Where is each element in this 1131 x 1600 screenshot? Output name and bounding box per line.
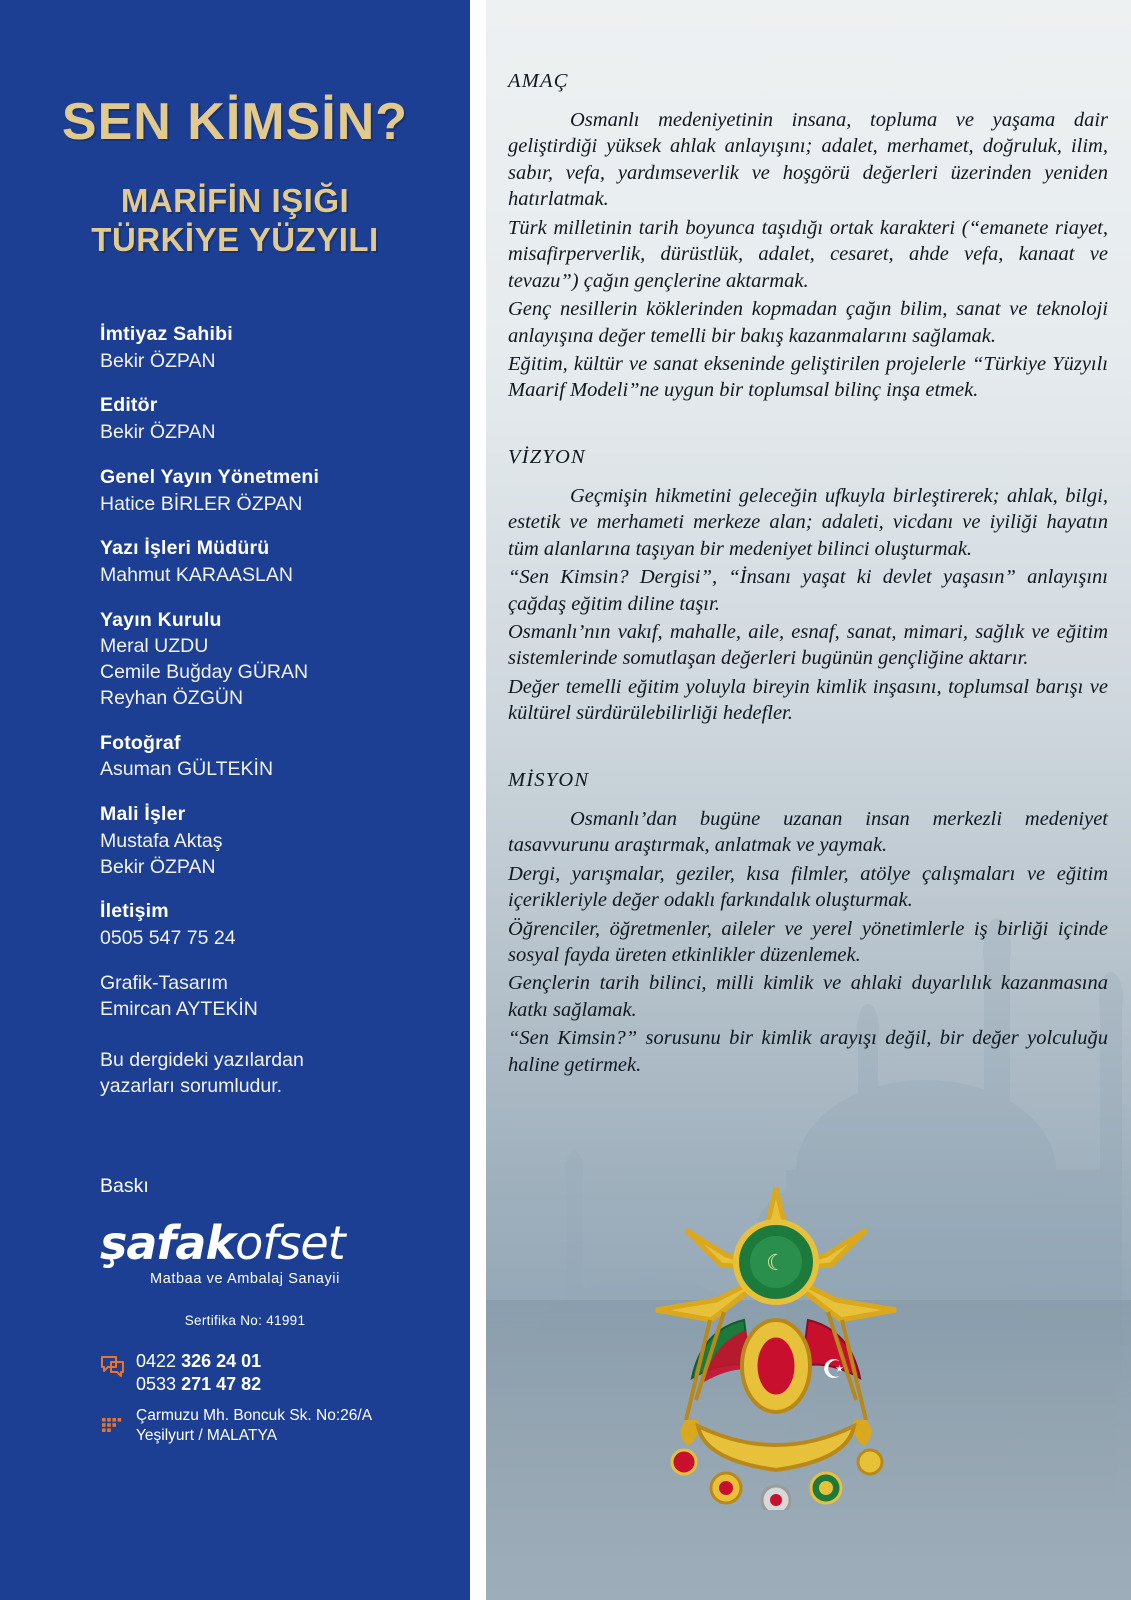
paragraph: Osmanlı’nın vakıf, mahalle, aile, esnaf, sanat, mimari, sağlık ve eğitim sistemlerinde somutlaşan değerleri bugünün gençliğine aktarır. [508,621,1108,670]
paragraph: “Sen Kimsin?” sorusunu bir kimlik arayışı değil, bir değer yolculuğu haline getirmek. [508,1027,1108,1076]
credit-role: İmtiyaz Sahibi [100,322,233,345]
credit-entry [100,731,440,783]
credit-entry-contact [100,899,440,951]
magazine-subtitle [0,182,470,260]
section-spacer [508,729,1108,769]
printer-logo-text [100,1215,400,1270]
printer-phone-numbers[interactable] [136,1350,261,1396]
printer-logo-subtitle: Matbaa ve Ambalaj Sanayii [150,1270,340,1287]
masthead [0,0,470,260]
paragraph: Geçmişin hikmetini geleceğin ufkuyla birleştirerek; ahlak, bilgi, estetik ve merhameti merkeze alan; adaleti, vicdanı ve iyiliği hayatın tüm alanlarına taşıyan bir medeniyet bilinci oluşturmak. [508,484,1108,560]
svg-text:☾: ☾ [766,1251,786,1276]
paragraph: Osmanlı’dan bugüne uzanan insan merkezli medeniyet tasavvurunu araştırmak, anlatmak ve yaymak. [508,807,1108,857]
phone1-number: 326 24 01 [181,1350,262,1371]
section-heading-misyon: MİSYON [508,768,590,791]
designer-name: Emircan AYTEKİN [100,997,258,1020]
credit-name: Mahmut KARAASLAN [100,564,293,587]
content-text-column [508,70,1108,1080]
magazine-title: SEN KİMSİN? [61,93,409,151]
paragraph: Osmanlı medeniyetinin insana, topluma ve yaşama dair geliştirdiği yüksek ahlak anlayışını; adalet, merhamet, doğruluk, ilim, sabır, vefa, yardımseverlik ve hoşgörü değerleri üzerinden yeniden hatırlatmak. [508,109,1108,211]
credit-entry [100,802,440,880]
credit-role: Editör [100,394,158,417]
printer-certificate: Sertifika No: 41991 [184,1312,306,1328]
credit-name: Hatice BİRLER ÖZPAN [100,492,303,515]
printer-logo [100,1215,400,1287]
paragraph: Genç nesillerin köklerinden kopmadan çağın bilim, sanat ve teknoloji anlayışına değer temelli bir bakış kazanmalarını sağlamak. [508,298,1108,347]
chat-bubble-icon [100,1354,126,1380]
left-blue-panel [0,0,470,1600]
disclaimer-line-1: Bu dergideki yazılardan [100,1049,304,1072]
grid-dots-icon [100,1410,126,1436]
credits-list [0,322,470,1099]
paragraph: Türk milletinin tarih boyunca taşıdığı ortak karakteri (“emanete riayet, misafirperverlik, dürüstlük, adalet, cesaret, ahde vefa, kanaat ve tevazu”) çağın gençlerine aktarmak. [508,216,1108,292]
address-line-1: Çarmuzu Mh. Boncuk Sk. No:26/A [136,1407,373,1425]
credit-entry [100,608,440,712]
paragraph: Değer temelli eğitim yoluyla bireyin kimlik inşasını, toplumsal barışı ve kültürel sürdürülebilirliği hedefler. [508,675,1108,725]
credit-entry [100,322,440,374]
credit-name: Bekir ÖZPAN [100,349,216,372]
contact-phone[interactable]: 0505 547 75 24 [100,927,236,950]
credit-name: Bekir ÖZPAN [100,421,216,444]
phone1-prefix: 0422 [136,1350,177,1371]
page-divider [470,0,486,1600]
credit-name: Bekir ÖZPAN [100,855,216,878]
printer-address-row [100,1406,400,1446]
printer-phone-row [100,1350,400,1396]
credit-name: Mustafa Aktaş [100,829,223,852]
svg-text:☪: ☪ [822,1355,846,1385]
credit-name: Reyhan ÖZGÜN [100,686,244,709]
printer-contacts [100,1350,400,1446]
credit-entry [100,393,440,445]
credit-role: Fotoğraf [100,731,181,754]
printer-logo-bold: şafak [100,1215,236,1270]
paragraph: Eğitim, kültür ve sanat ekseninde geliştirilen projelerle “Türkiye Yüzyılı Maarif Modeli”ne uygun bir toplumsal bilinç inşa etmek. [508,352,1108,402]
credit-entry [100,536,440,588]
printer-block [0,1175,470,1446]
printer-label: Baskı [100,1174,149,1197]
paragraph: “Sen Kimsin? Dergisi”, “İnsanı yaşat ki devlet yaşasın” anlayışını çağdaş eğitim diline taşır. [508,566,1108,615]
printer-logo-light: ofset [235,1215,345,1270]
credit-name: Asuman GÜLTEKİN [100,758,274,781]
right-content-page [486,0,1131,1600]
credit-name: Meral UZDU [100,635,209,658]
subtitle-line-2: TÜRKİYE YÜZYILI [91,220,379,258]
paragraph: Dergi, yarışmalar, geziler, kısa filmler, atölye çalışmaları ve eğitim içerikleriyle değer odaklı farkındalık oluşturmak. [508,862,1108,912]
paragraph: Gençlerin tarih bilinci, milli kimlik ve ahlaki duyarlılık kazanmasına katkı sağlamak. [508,972,1108,1021]
credit-role: İletişim [100,900,169,923]
section-spacer [508,406,1108,446]
printer-address [136,1406,372,1446]
disclaimer [100,1048,440,1099]
paragraph: Öğrenciler, öğretmenler, aileler ve yerel yönetimlerle iş birliği içinde sosyal fayda üreten etkinlikler düzenlemek. [508,917,1108,966]
phone2-prefix: 0533 [136,1374,177,1395]
credit-role: Yayın Kurulu [100,608,222,631]
designer-role: Grafik-Tasarım [100,971,228,994]
credit-entry-designer [100,971,440,1022]
credit-entry [100,465,440,517]
section-heading-vizyon: VİZYON [508,445,586,468]
credit-name: Cemile Buğday GÜRAN [100,661,309,684]
credit-role: Mali İşler [100,803,186,826]
credit-role: Genel Yayın Yönetmeni [100,465,320,488]
ottoman-coat-of-arms-icon [626,1170,926,1510]
section-heading-amac: AMAÇ [508,70,569,92]
address-line-2: Yeşilyurt / MALATYA [136,1427,277,1445]
credit-role: Yazı İşleri Müdürü [100,537,270,560]
subtitle-line-1: MARİFİN IŞIĞI [120,182,350,219]
phone2-number: 271 47 82 [181,1374,262,1395]
disclaimer-line-2: yazarları sorumludur. [100,1074,283,1097]
